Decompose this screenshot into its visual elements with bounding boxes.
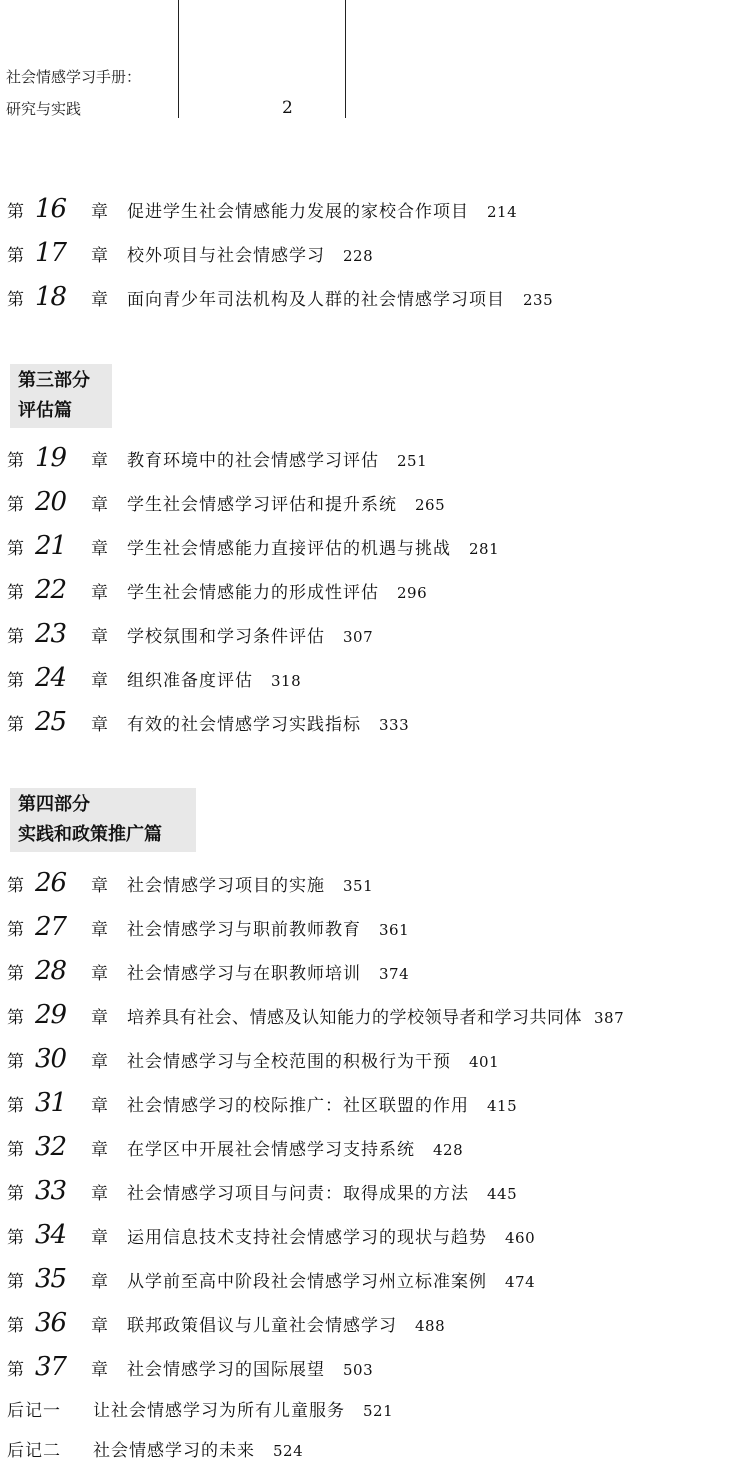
toc-row [7,1352,373,1392]
chapter-title: 在学区中开展社会情感学习支持系统 [127,1140,415,1160]
chapter-number: 33 [35,1176,67,1206]
header-divider-right [345,0,346,118]
chapter-number: 23 [35,619,67,649]
chapter-number: 31 [35,1088,67,1118]
chapter-page: 401 [469,1053,500,1071]
chapter-suffix: 章 [91,920,108,940]
chapter-suffix: 章 [91,1184,108,1204]
chapter-suffix: 章 [91,1096,108,1116]
chapter-title: 运用信息技术支持社会情感学习的现状与趋势 [127,1228,487,1248]
chapter-prefix: 第 [7,1140,24,1160]
chapter-page: 488 [415,1317,446,1335]
chapter-prefix: 第 [7,1228,24,1248]
chapter-prefix: 第 [7,290,24,310]
chapter-page: 387 [594,1009,625,1027]
toc-row [7,707,409,747]
chapter-number: 32 [35,1132,67,1162]
chapter-number: 28 [35,956,67,986]
toc-row [7,1264,535,1304]
chapter-page: 374 [379,965,410,983]
chapter-title: 教育环境中的社会情感学习评估 [127,451,379,471]
chapter-number: 22 [35,575,67,605]
chapter-number: 34 [35,1220,67,1250]
chapter-suffix: 章 [91,1316,108,1336]
toc-row [7,282,553,322]
chapter-page: 214 [487,203,518,221]
chapter-number: 26 [35,868,67,898]
chapter-suffix: 章 [91,671,108,691]
toc-row [7,238,373,278]
chapter-prefix: 第 [7,1316,24,1336]
toc-row [7,1132,463,1172]
part-title: 评估篇 [18,400,72,421]
chapter-title: 社会情感学习项目与问责：取得成果的方法 [127,1184,469,1204]
chapter-page: 445 [487,1185,518,1203]
chapter-page: 265 [415,496,446,514]
book-title-line1: 社会情感学习手册： [6,68,142,86]
chapter-prefix: 第 [7,495,24,515]
chapter-suffix: 章 [91,539,108,559]
chapter-suffix: 章 [91,1052,108,1072]
toc-row [7,1088,517,1128]
chapter-title: 培养具有社会、情感及认知能力的学校领导者和学习共同体 [127,1008,582,1028]
chapter-page: 428 [433,1141,464,1159]
chapter-prefix: 第 [7,671,24,691]
chapter-suffix: 章 [91,202,108,222]
chapter-number: 30 [35,1044,67,1074]
chapter-title: 校外项目与社会情感学习 [127,246,325,266]
chapter-prefix: 第 [7,964,24,984]
chapter-number: 18 [35,282,67,312]
chapter-suffix: 章 [91,627,108,647]
chapter-number: 16 [35,194,67,224]
toc-row [7,663,301,703]
chapter-prefix: 第 [7,583,24,603]
chapter-suffix: 章 [91,290,108,310]
chapter-page: 460 [505,1229,536,1247]
chapter-number: 25 [35,707,67,737]
chapter-page: 281 [469,540,500,558]
toc-row-afterword [7,1436,303,1476]
chapter-title: 社会情感学习与在职教师培训 [127,964,361,984]
chapter-prefix: 第 [7,627,24,647]
toc-row [7,194,517,234]
chapter-prefix: 第 [7,1184,24,1204]
chapter-number: 36 [35,1308,67,1338]
afterword-page: 521 [363,1402,394,1420]
chapter-prefix: 第 [7,920,24,940]
toc-row-afterword [7,1396,393,1436]
toc-row [7,1308,445,1348]
afterword-label: 后记二 [7,1441,61,1461]
part-number: 第四部分 [18,794,90,815]
chapter-number: 17 [35,238,67,268]
chapter-prefix: 第 [7,451,24,471]
chapter-number: 37 [35,1352,67,1382]
afterword-title: 让社会情感学习为所有儿童服务 [93,1401,345,1421]
chapter-page: 415 [487,1097,518,1115]
chapter-title: 从学前至高中阶段社会情感学习州立标准案例 [127,1272,487,1292]
toc-row [7,443,427,483]
chapter-suffix: 章 [91,876,108,896]
chapter-title: 社会情感学习与职前教师教育 [127,920,361,940]
toc-row [7,575,427,615]
chapter-title: 组织准备度评估 [127,671,253,691]
chapter-title: 联邦政策倡议与儿童社会情感学习 [127,1316,397,1336]
part-heading-3 [10,364,112,428]
header-divider-left [178,0,179,118]
chapter-suffix: 章 [91,1140,108,1160]
book-title-line2: 研究与实践 [6,100,82,118]
chapter-suffix: 章 [91,246,108,266]
chapter-title: 面向青少年司法机构及人群的社会情感学习项目 [127,290,505,310]
chapter-prefix: 第 [7,1052,24,1072]
chapter-number: 20 [35,487,67,517]
chapter-number: 19 [35,443,67,473]
chapter-number: 35 [35,1264,67,1294]
toc-row [7,1176,517,1216]
chapter-number: 24 [35,663,67,693]
toc-row [7,1044,499,1084]
afterword-page: 524 [273,1442,304,1460]
chapter-title: 社会情感学习与全校范围的积极行为干预 [127,1052,451,1072]
chapter-page: 333 [379,716,410,734]
chapter-suffix: 章 [91,1008,108,1028]
toc-row [7,956,409,996]
chapter-page: 228 [343,247,374,265]
chapter-suffix: 章 [91,715,108,735]
chapter-prefix: 第 [7,1096,24,1116]
part-heading-4 [10,788,196,852]
chapter-suffix: 章 [91,1228,108,1248]
chapter-prefix: 第 [7,1272,24,1292]
chapter-prefix: 第 [7,1360,24,1380]
chapter-number: 21 [35,531,67,561]
chapter-page: 361 [379,921,410,939]
chapter-prefix: 第 [7,539,24,559]
chapter-title: 社会情感学习项目的实施 [127,876,325,896]
chapter-title: 学生社会情感能力直接评估的机遇与挑战 [127,539,451,559]
afterword-label: 后记一 [7,1401,61,1421]
toc-row [7,619,373,659]
chapter-title: 促进学生社会情感能力发展的家校合作项目 [127,202,469,222]
part-title: 实践和政策推广篇 [18,824,162,845]
chapter-page: 503 [343,1361,374,1379]
chapter-title: 有效的社会情感学习实践指标 [127,715,361,735]
toc-row [7,1000,624,1040]
chapter-title: 学校氛围和学习条件评估 [127,627,325,647]
toc-row [7,1220,535,1260]
chapter-title: 学生社会情感学习评估和提升系统 [127,495,397,515]
chapter-suffix: 章 [91,964,108,984]
chapter-title: 社会情感学习的校际推广：社区联盟的作用 [127,1096,469,1116]
chapter-page: 351 [343,877,374,895]
chapter-page: 251 [397,452,428,470]
toc-row [7,868,373,908]
chapter-suffix: 章 [91,451,108,471]
toc-row [7,487,445,527]
part-number: 第三部分 [18,370,90,391]
chapter-suffix: 章 [91,583,108,603]
chapter-title: 社会情感学习的国际展望 [127,1360,325,1380]
chapter-prefix: 第 [7,246,24,266]
chapter-number: 27 [35,912,67,942]
chapter-prefix: 第 [7,202,24,222]
chapter-page: 296 [397,584,428,602]
chapter-prefix: 第 [7,1008,24,1028]
chapter-title: 学生社会情感能力的形成性评估 [127,583,379,603]
toc-row [7,531,499,571]
toc-row [7,912,409,952]
chapter-prefix: 第 [7,715,24,735]
chapter-number: 29 [35,1000,67,1030]
chapter-page: 318 [271,672,302,690]
afterword-title: 社会情感学习的未来 [93,1441,255,1461]
page-number: 2 [282,98,293,118]
chapter-suffix: 章 [91,495,108,515]
chapter-page: 235 [523,291,554,309]
chapter-prefix: 第 [7,876,24,896]
chapter-suffix: 章 [91,1272,108,1292]
chapter-suffix: 章 [91,1360,108,1380]
chapter-page: 474 [505,1273,536,1291]
chapter-page: 307 [343,628,374,646]
